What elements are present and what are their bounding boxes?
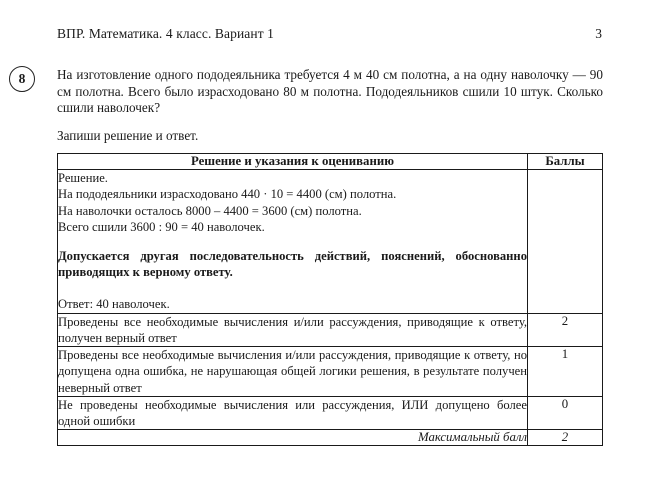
task-number-badge: 8 <box>9 66 35 92</box>
table-row <box>58 347 603 397</box>
column-header-solution: Решение и указания к оцениванию <box>58 154 528 170</box>
solution-line: На наволочки осталось 8000 – 4400 = 3600 (см) полотна. <box>58 203 362 218</box>
criterion-text: Проведены все необходимые вычисления и/или рассуждения, приводящие к ответу, получен верный ответ <box>58 314 527 346</box>
table-row-max <box>58 430 603 446</box>
solution-line: На пододеяльники израсходовано 440 · 10 = 4400 (см) полотна. <box>58 187 397 202</box>
task-instruction: Запиши решение и ответ. <box>57 128 199 143</box>
criterion-points: 2 <box>528 313 603 346</box>
solution-answer: Ответ: 40 наволочек. <box>58 297 170 312</box>
criteria-table <box>57 153 603 446</box>
criterion-text: Проведены все необходимые вычисления и/или рассуждения, приводящие к ответу, но допущена одна ошибка, не нарушающая общей логики решения, в результате получен неверный ответ <box>58 348 527 395</box>
page-header <box>57 26 602 42</box>
page-number: 3 <box>595 26 602 41</box>
criterion-text: Не проведены необходимые вычисления или рассуждения, ИЛИ допущено более одной ошибки <box>58 397 527 429</box>
solution-cell <box>58 170 528 314</box>
table-row <box>58 396 603 429</box>
solution-line: Всего сшили 3600 : 90 = 40 наволочек. <box>58 220 265 235</box>
criterion-points: 0 <box>528 396 603 429</box>
task-statement: На изготовление одного пододеяльника требуется 4 м 40 см полотна, а на одну наволочку — 90 см полотна. Всего было израсходовано 80 м полотна. Пододеяльников сшили 10 штук. Сколько сшили наволочек? <box>57 67 603 116</box>
table-header-row <box>58 154 603 170</box>
solution-points <box>528 170 603 314</box>
solution-note: Допускается другая последовательность действий, пояснений, обоснованно приводящих к верному ответу. <box>58 248 527 280</box>
max-points-value: 2 <box>528 430 603 446</box>
table-row <box>58 170 603 314</box>
table-row <box>58 313 603 346</box>
criterion-points: 1 <box>528 347 603 397</box>
column-header-points: Баллы <box>528 154 603 170</box>
max-points-label: Максимальный балл <box>58 430 528 446</box>
header-title: ВПР. Математика. 4 класс. Вариант 1 <box>57 26 275 41</box>
solution-label: Решение. <box>58 171 108 185</box>
